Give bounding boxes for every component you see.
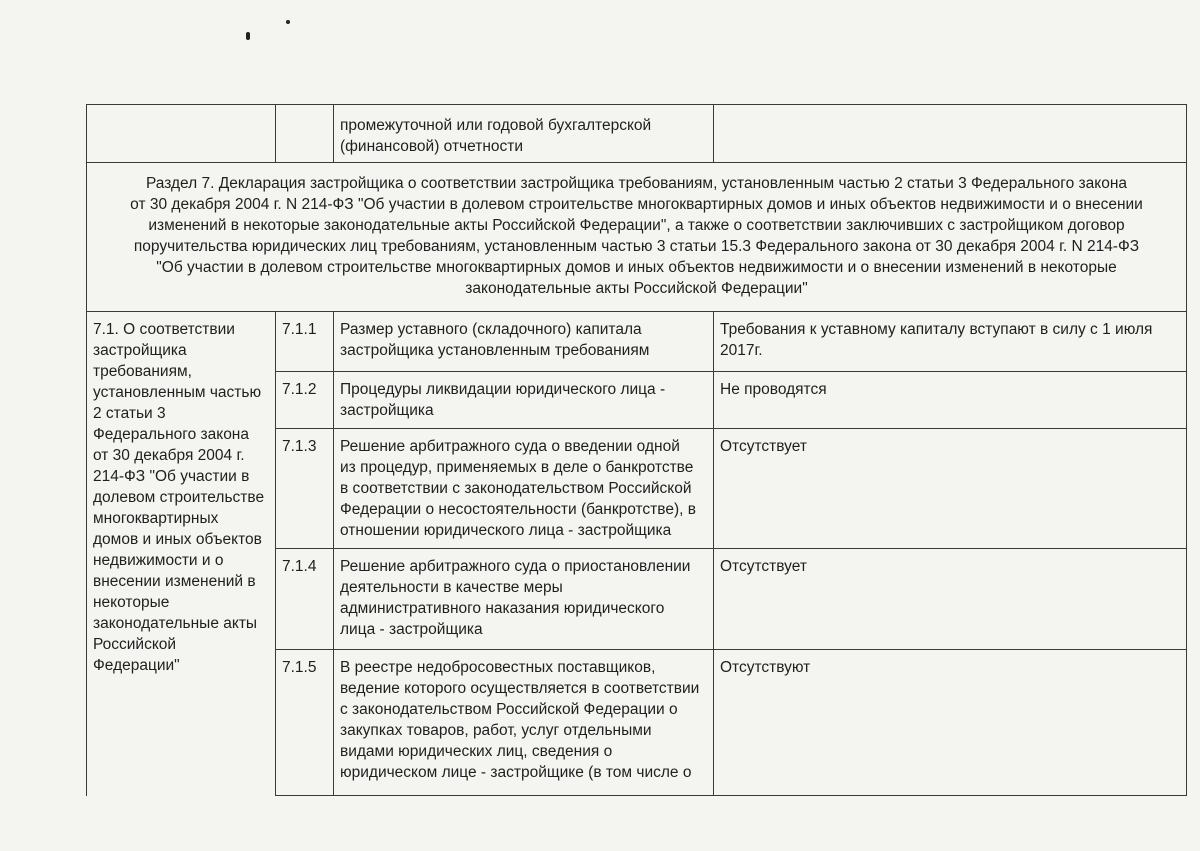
- description-cell: промежуточной или годовой бухгалтерской (финансовой) отчетности: [334, 105, 714, 163]
- row-value: Отсутствуют: [714, 650, 1187, 796]
- row-value: Отсутствует: [714, 429, 1187, 549]
- empty-cell: [87, 105, 276, 163]
- row-number: 7.1.4: [276, 549, 334, 650]
- row-description: Размер уставного (складочного) капитала застройщика установленным требованиям: [334, 312, 714, 372]
- group-label: 7.1. О соответствии застройщика требованиям, установленным частью 2 статьи 3 Федерального закона от 30 декабря 2004 г. 214-ФЗ "Об участии в долевом строительстве многоквартирных домов и иных объектов недвижимости и о внесении изменений в некоторые законодательные акты Российской Федерации": [87, 312, 276, 796]
- table-row: [87, 105, 1187, 163]
- row-description: Решение арбитражного суда о приостановлении деятельности в качестве меры административного наказания юридического лица - застройщика: [334, 549, 714, 650]
- table-row: [87, 312, 1187, 372]
- declaration-table: [86, 104, 1187, 796]
- row-value: Отсутствует: [714, 549, 1187, 650]
- scan-speck: [246, 32, 250, 40]
- scan-speck: [286, 20, 290, 24]
- empty-cell: [276, 105, 334, 163]
- row-description: Решение арбитражного суда о введении одной из процедур, применяемых в деле о банкротстве в соответствии с законодательством Российской Федерации о несостоятельности (банкротстве), в отношении юридического лица - застройщика: [334, 429, 714, 549]
- row-number: 7.1.1: [276, 312, 334, 372]
- section-heading-text: Раздел 7. Декларация застройщика о соответствии застройщика требованиям, установленным частью 2 статьи 3 Федерального закона от 30 декабря 2004 г. N 214-ФЗ "Об участии в долевом строительстве многоквартирных домов и иных объектов недвижимости и о внесении изменений в некоторые законодательные акты Российской Федерации", а также о соответствии заключивших с застройщиком договор поручительства юридических лиц требованиям, установленным частью 3 статьи 15.3 Федерального закона от 30 декабря 2004 г. N 214-ФЗ "Об участии в долевом строительстве многоквартирных домов и иных объектов недвижимости и о внесении изменений в некоторые законодательные акты Российской Федерации": [130, 175, 1143, 297]
- row-description: Процедуры ликвидации юридического лица - застройщика: [334, 372, 714, 429]
- section-heading-row: [87, 163, 1187, 312]
- row-number: 7.1.5: [276, 650, 334, 796]
- row-description: В реестре недобросовестных поставщиков, ведение которого осуществляется в соответствии с законодательством Российской Федерации о закупках товаров, работ, услуг отдельными видами юридических лиц, сведения о юридическом лице - застройщике (в том числе о: [334, 650, 714, 796]
- row-value: Требования к уставному капиталу вступают в силу с 1 июля 2017г.: [714, 312, 1187, 372]
- value-cell: [714, 105, 1187, 163]
- section-heading: [87, 163, 1187, 312]
- row-value: Не проводятся: [714, 372, 1187, 429]
- row-number: 7.1.2: [276, 372, 334, 429]
- row-number: 7.1.3: [276, 429, 334, 549]
